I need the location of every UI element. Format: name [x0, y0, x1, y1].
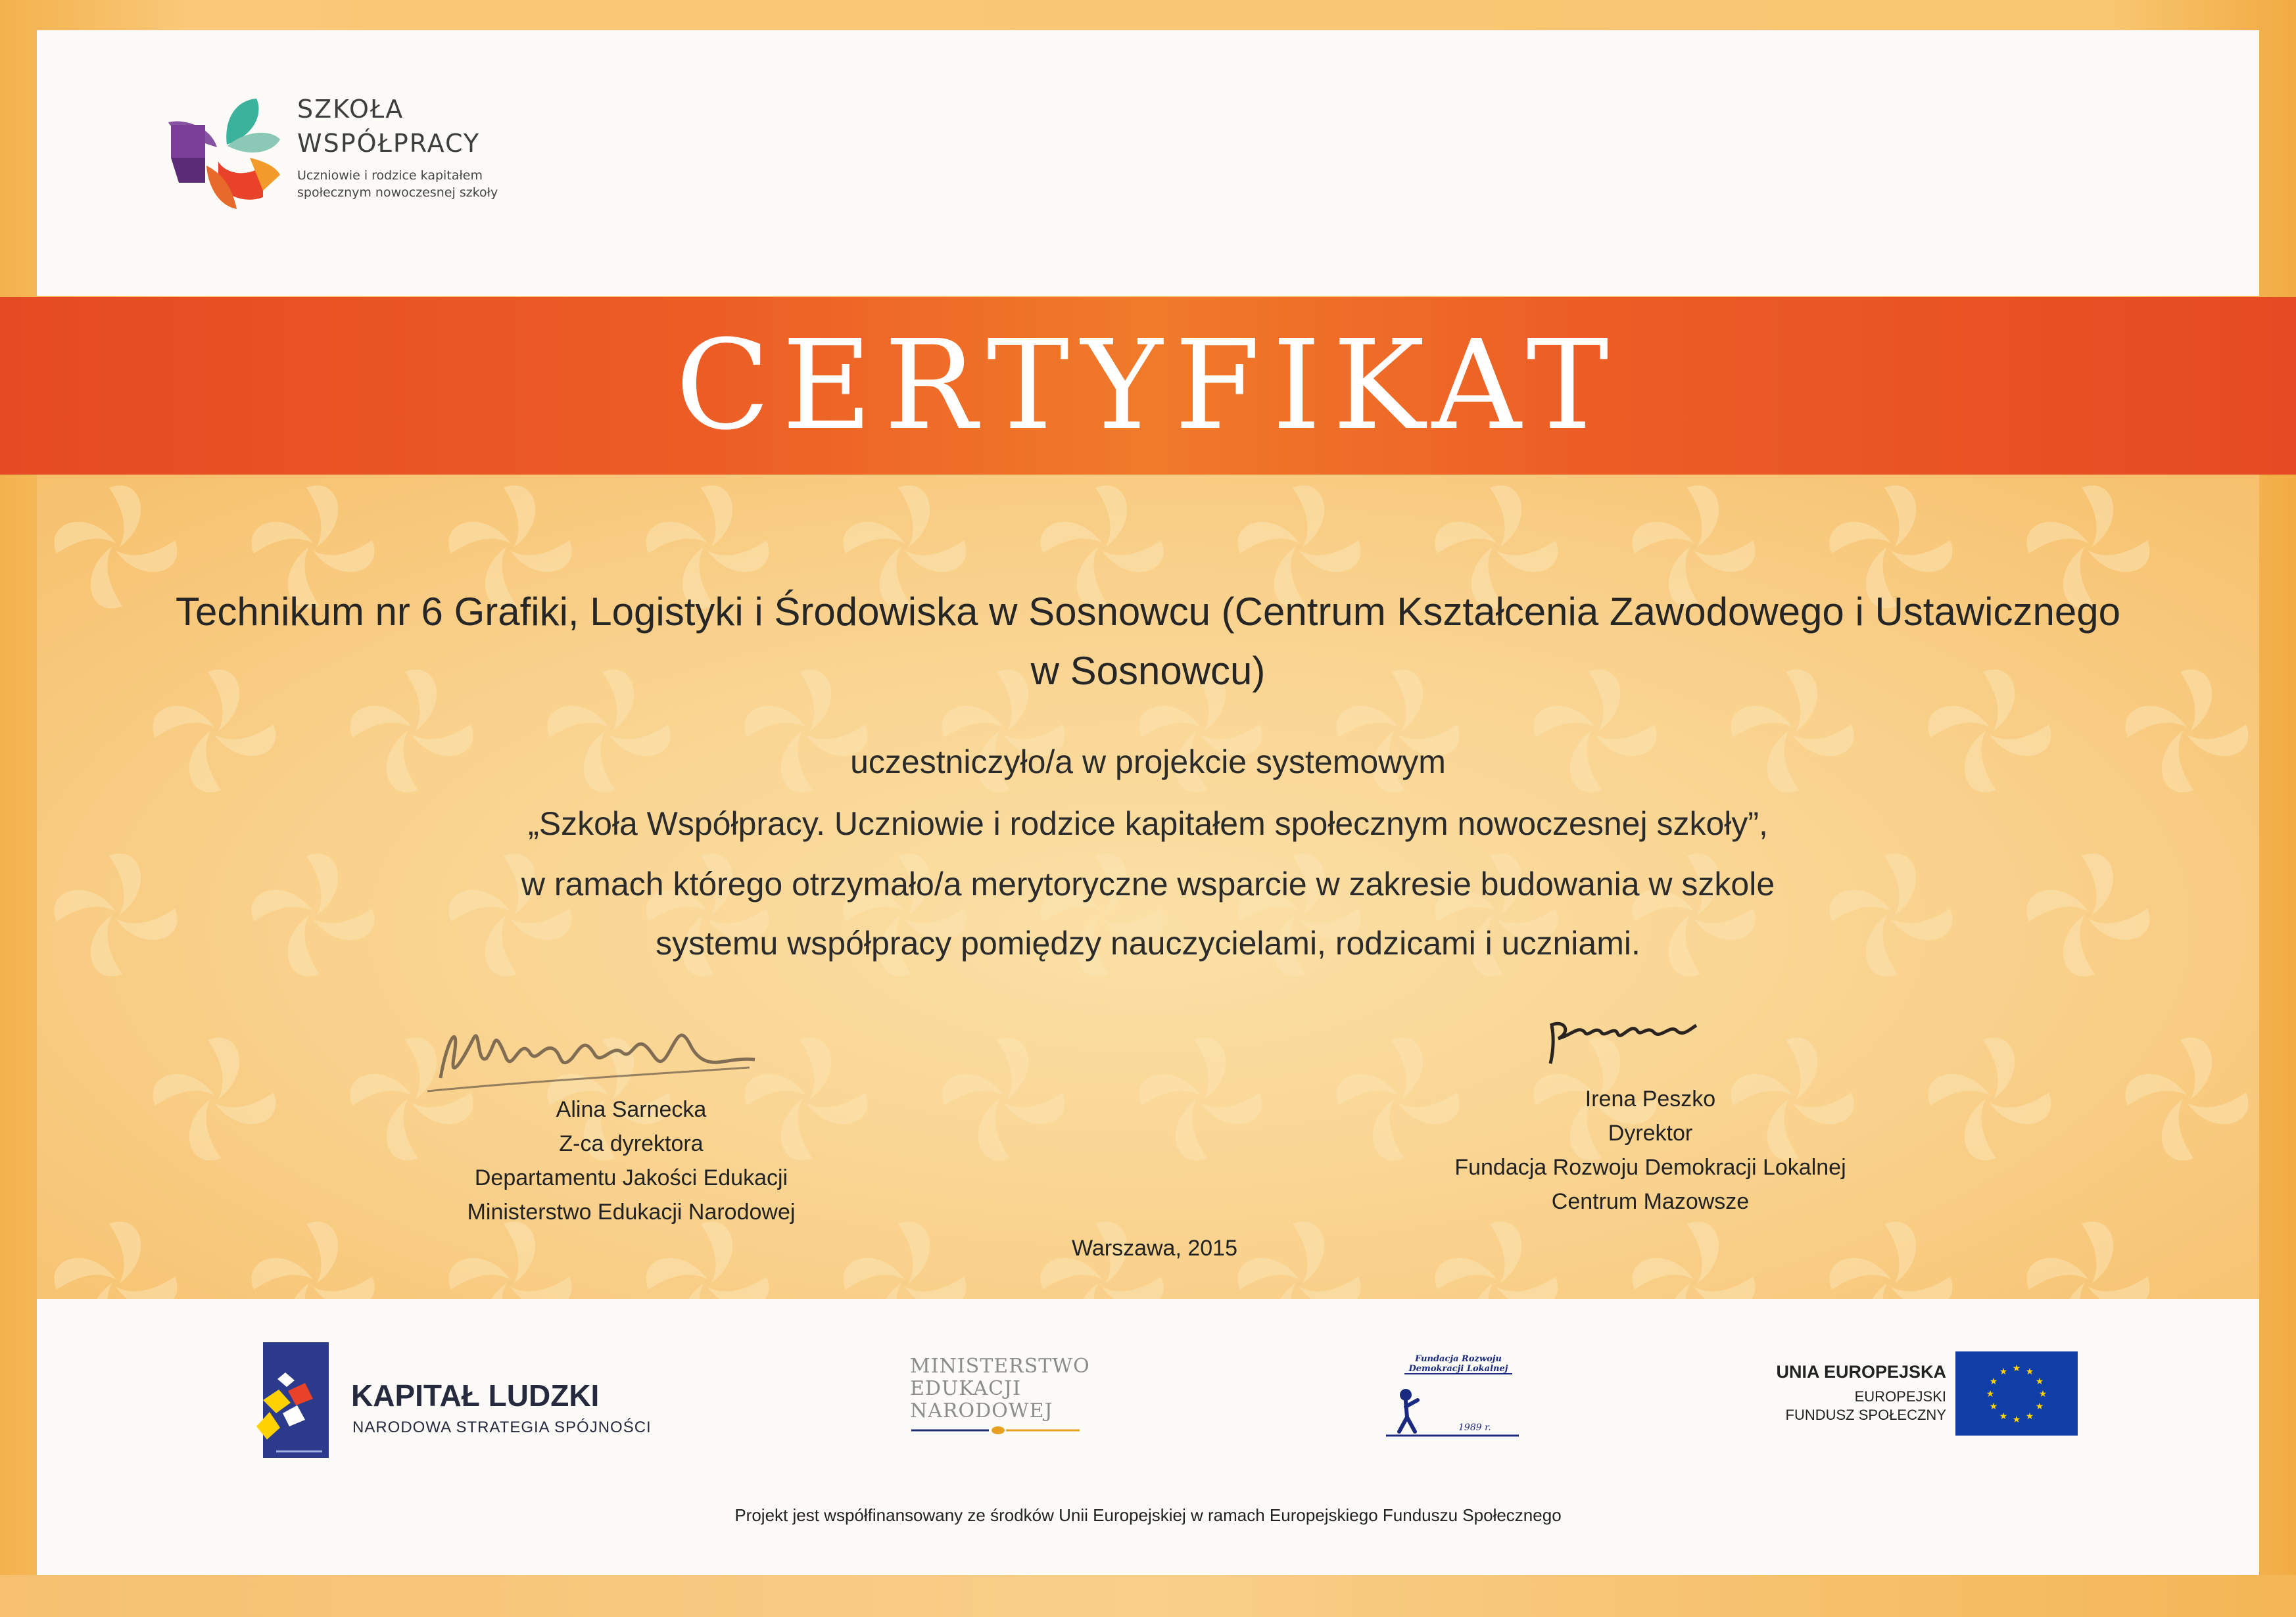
eu-line3: FUNDUSZ SPOŁECZNY [1785, 1407, 1946, 1423]
body-line2: „Szkoła Współpracy. Uczniowie i rodzice kapitałem społecznym nowoczesnej szkoły”, [528, 805, 1768, 842]
signatory-left-role: Z-ca dyrektora [559, 1131, 704, 1156]
logo-tagline-line1: Uczniowie i rodzice kapitałem [297, 168, 483, 183]
kapital-ludzki-logo [250, 1334, 658, 1466]
ministry-line2: EDUKACJI [910, 1377, 1021, 1400]
frdl-figure-icon [1381, 1354, 1532, 1440]
signatory-right-institution: Centrum Mazowsze [1551, 1189, 1750, 1214]
svg-text:★: ★ [2035, 1401, 2044, 1412]
signatory-left-name: Alina Sarnecka [556, 1097, 707, 1122]
flower-logo-icon [164, 92, 283, 210]
signatory-right-department: Fundacja Rozwoju Demokracji Lokalnej [1454, 1155, 1846, 1180]
signature-right-image [1539, 1006, 1710, 1065]
ministry-line1: MINISTERSTWO [910, 1355, 1090, 1378]
svg-text:★: ★ [2012, 1363, 2021, 1374]
svg-text:★: ★ [1986, 1389, 1995, 1399]
svg-text:★: ★ [2038, 1389, 2047, 1399]
kapital-ludzki-title: KAPITAŁ LUDZKI [351, 1378, 600, 1413]
header-panel [37, 30, 2259, 296]
bottom-strip [0, 1575, 2296, 1617]
body-line4: systemu współpracy pomiędzy nauczycielami, rodzicami i uczniami. [656, 925, 1640, 962]
ministry-logo [910, 1355, 1107, 1441]
svg-text:★: ★ [2035, 1376, 2044, 1387]
kapital-ludzki-icon [250, 1334, 335, 1466]
frdl-year: 1989 r. [1458, 1422, 1491, 1433]
svg-text:★: ★ [1999, 1411, 2008, 1422]
eu-stars-icon [1955, 1351, 2078, 1436]
svg-text:★: ★ [1999, 1367, 2008, 1377]
kapital-ludzki-subtitle: NARODOWA STRATEGIA SPÓJNOŚCI [352, 1418, 652, 1436]
recipient-line2: w Sosnowcu) [1030, 649, 1266, 693]
svg-text:★: ★ [1989, 1376, 1998, 1387]
eu-line2: EUROPEJSKI [1854, 1388, 1946, 1405]
certificate-title: CERTYFIKAT [675, 314, 1621, 457]
signature-left-image [414, 999, 756, 1104]
signatory-right-role: Dyrektor [1608, 1121, 1693, 1146]
svg-text:★: ★ [1989, 1401, 1998, 1412]
body-line3: w ramach którego otrzymało/a merytoryczne wsparcie w zakresie budowania w szkole [521, 866, 1775, 902]
logo-tagline-line2: społecznym nowoczesnej szkoły [297, 185, 498, 200]
eu-flag-icon [1955, 1351, 2078, 1436]
body-line1: uczestniczyło/a w projekcie systemowym [850, 743, 1446, 780]
place-date: Warszawa, 2015 [1072, 1236, 1237, 1261]
signatory-right-name: Irena Peszko [1585, 1087, 1716, 1112]
recipient-line1: Technikum nr 6 Grafiki, Logistyki i Środowiska w Sosnowcu (Centrum Kształcenia Zawodowego i Ustawicznego [176, 590, 2120, 634]
ministry-line3: NARODOWEJ [910, 1399, 1053, 1422]
frdl-logo [1381, 1354, 1532, 1440]
cofinancing-note: Projekt jest współfinansowany ze środków Unii Europejskiej w ramach Europejskiego Funduszu Społecznego [734, 1505, 1562, 1525]
eu-logo [1736, 1351, 2078, 1437]
frdl-name-line1: Fundacja Rozwoju [1415, 1354, 1502, 1364]
signatory-left [434, 1092, 828, 1229]
svg-text:★: ★ [2025, 1411, 2034, 1422]
eu-line1: UNIA EUROPEJSKA [1776, 1362, 1946, 1382]
logo-name-line1: SZKOŁA [297, 95, 404, 124]
frdl-name-line2: Demokracji Lokalnej [1408, 1364, 1508, 1374]
signatory-left-institution: Ministerstwo Edukacji Narodowej [467, 1200, 796, 1225]
logo-name-line2: WSPÓŁPRACY [297, 129, 481, 158]
svg-text:★: ★ [2025, 1367, 2034, 1377]
signatory-left-department: Departamentu Jakości Edukacji [474, 1165, 788, 1190]
ministry-pen-icon [910, 1422, 1081, 1438]
svg-text:★: ★ [2012, 1415, 2021, 1425]
signatory-right [1407, 1082, 1894, 1219]
